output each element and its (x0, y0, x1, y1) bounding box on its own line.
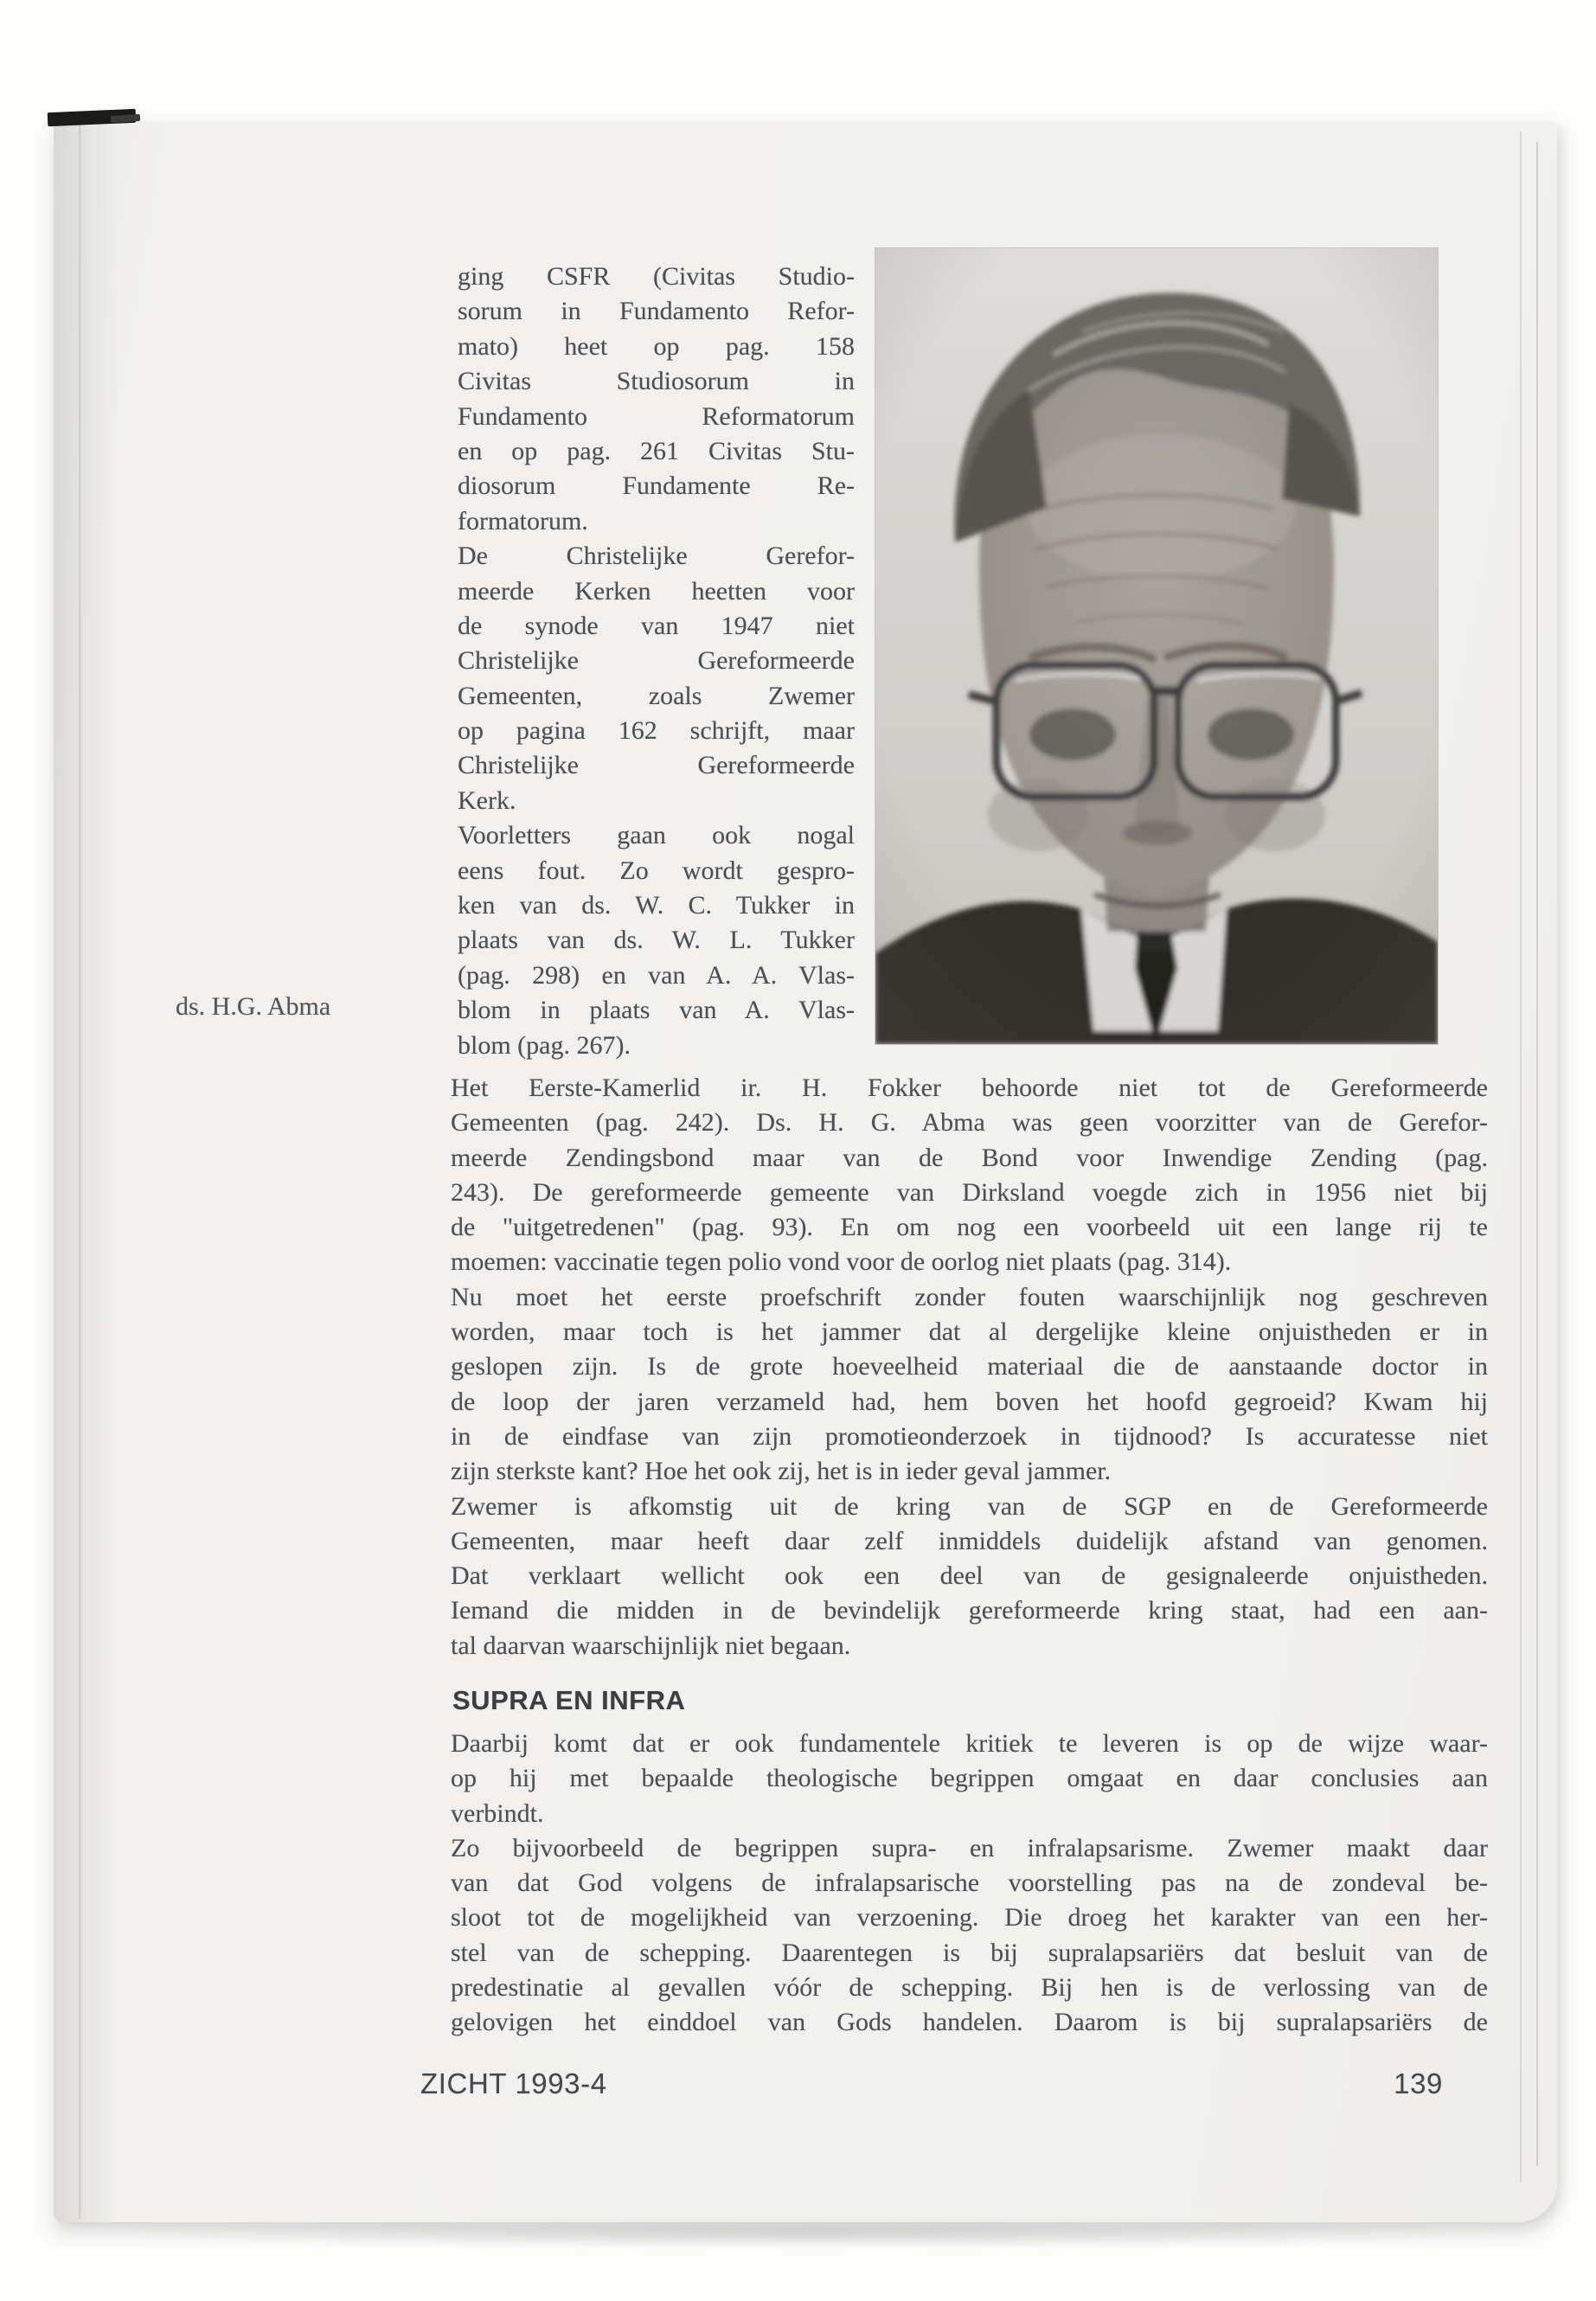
text-line: Gemeenten, zoals Zwemer (458, 681, 855, 710)
footer-page-number: 139 (1394, 2067, 1443, 2099)
text-line: de loop der jaren verzameld had, hem boven het hoofd gegroeid? Kwam hij (451, 1387, 1488, 1416)
text-line: in de eindfase van zijn promotieonderzoek in tijdnood? Is accuratesse niet (451, 1421, 1488, 1451)
text-line: meerde Zendingsbond maar van de Bond voor Inwendige Zending (pag. (451, 1143, 1488, 1172)
text-line: mato) heet op pag. 158 (458, 331, 855, 361)
text-line: Gemeenten, maar heeft daar zelf inmiddels duidelijk afstand van genomen. (451, 1526, 1488, 1555)
article-body-after-heading (451, 1727, 1488, 2041)
page-bottom-shadow (104, 2220, 1522, 2247)
text-line: op pagina 162 schrijft, maar (458, 716, 855, 746)
text-line: eens fout. Zo wordt gespro- (458, 856, 855, 885)
text-line: Christelijke Gereformeerde (458, 646, 855, 676)
text-line: gelovigen het einddoel van Gods handelen. Daarom is bij supralapsariërs de (451, 2008, 1488, 2037)
text-line: Christelijke Gereformeerde (458, 751, 855, 780)
text-line: Kerk. (458, 785, 516, 815)
text-line: plaats van ds. W. L. Tukker (458, 926, 855, 955)
text-line: de synode van 1947 niet (458, 611, 855, 640)
text-line: van dat God volgens de infralapsarische voorstelling pas na de zondeval be- (451, 1868, 1488, 1898)
footer-journal-title: ZICHT 1993-4 (420, 2067, 607, 2099)
portrait-photo (875, 248, 1438, 1044)
article-narrow-column (458, 260, 855, 1063)
text-line: blom (pag. 267). (458, 1030, 631, 1060)
text-line: formatorum. (458, 506, 588, 535)
text-line: Het Eerste-Kamerlid ir. H. Fokker behoorde niet tot de Gereformeerde (451, 1074, 1488, 1102)
text-line: De Christelijke Gerefor- (458, 542, 855, 571)
text-line: Zo bijvoorbeeld de begrippen supra- en infralapsarisme. Zwemer maakt daar (451, 1833, 1488, 1862)
text-line: diosorum Fundamente Re- (458, 471, 855, 501)
text-line: meerde Kerken heetten voor (458, 576, 855, 606)
text-line: Fundamento Reformatorum (458, 401, 855, 431)
text-line: worden, maar toch is het jammer dat al dergelijke kleine onjuistheden er in (451, 1317, 1488, 1347)
binding-shade (54, 122, 118, 2222)
text-line: moemen: vaccinatie tegen polio vond voor de oorlog niet plaats (pag. 314). (451, 1247, 1232, 1277)
text-line: Dat verklaart wellicht ook een deel van de gesignaleerde onjuistheden. (451, 1561, 1488, 1591)
text-line: Nu moet het eerste proefschrift zonder fouten waarschijnlijk nog geschreven (451, 1282, 1488, 1311)
page-stack-edge (1536, 142, 1538, 2166)
text-line: Zwemer is afkomstig uit de kring van de SGP en de Gereformeerde (451, 1491, 1488, 1521)
page-fold-line (79, 122, 81, 2219)
photo-caption: ds. H.G. Abma (176, 992, 331, 1021)
text-line: Gemeenten (pag. 242). Ds. H. G. Abma was geen voorzitter van de Gerefor- (451, 1108, 1488, 1138)
article-body-before-heading (451, 1071, 1488, 1663)
text-line: Iemand die midden in de bevindelijk gereformeerde kring staat, had een aan- (451, 1596, 1488, 1625)
text-line: ken van ds. W. C. Tukker in (458, 891, 855, 920)
text-line: Daarbij komt dat er ook fundamentele kritiek te leveren is op de wijze waar- (451, 1729, 1488, 1758)
page-stack-edge (1520, 131, 1522, 2182)
text-line: ging CSFR (Civitas Studio- (458, 262, 855, 291)
text-line: Civitas Studiosorum in (458, 367, 855, 396)
text-line: (pag. 298) en van A. A. Vlas- (458, 960, 855, 990)
text-line: sloot tot de mogelijkheid van verzoening. Die droeg het karakter van een her- (451, 1903, 1488, 1932)
text-line: stel van de schepping. Daarentegen is bij supralapsariërs dat besluit van de (451, 1938, 1488, 1967)
text-line: predestinatie al gevallen vóór de schepping. Bij hen is de verlossing van de (451, 1973, 1488, 2003)
text-line: tal daarvan waarschijnlijk niet begaan. (451, 1631, 851, 1660)
text-line: 243). De gereformeerde gemeente van Dirksland voegde zich in 1956 niet bij (451, 1177, 1488, 1207)
text-line: blom in plaats van A. Vlas- (458, 996, 855, 1025)
text-line: de "uitgetredenen" (pag. 93). En om nog een voorbeeld uit een lange rij te (451, 1213, 1488, 1242)
text-line: en op pag. 261 Civitas Stu- (458, 436, 855, 465)
section-heading: SUPRA EN INFRA (452, 1685, 686, 1715)
text-line: sorum in Fundamento Refor- (458, 297, 855, 326)
text-line: verbindt. (451, 1798, 544, 1828)
text-line: Voorletters gaan ook nogal (458, 821, 855, 850)
text-line: op hij met bepaalde theologische begrippen omgaat en daar conclusies aan (451, 1764, 1488, 1793)
text-line: geslopen zijn. Is de grote hoeveelheid materiaal die de aanstaande doctor in (451, 1352, 1488, 1381)
text-line: zijn sterkste kant? Hoe het ook zij, het is in ieder geval jammer. (451, 1457, 1112, 1486)
